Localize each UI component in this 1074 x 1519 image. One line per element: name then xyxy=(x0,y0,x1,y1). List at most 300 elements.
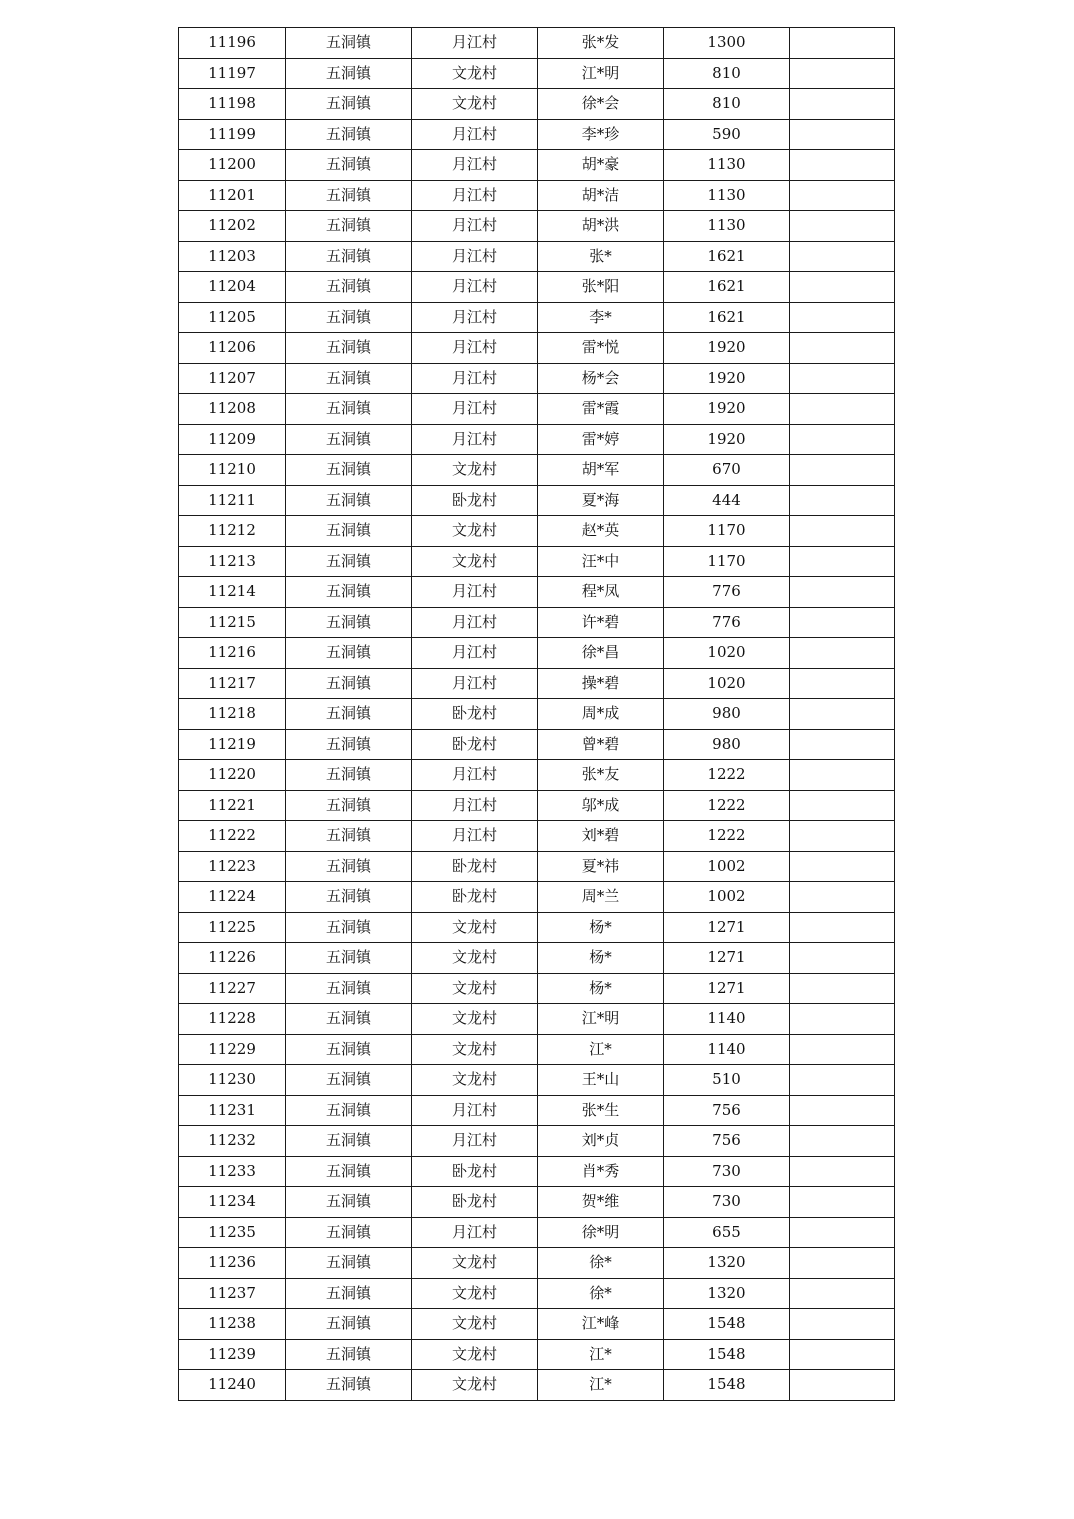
table-row xyxy=(179,89,895,120)
remark-cell xyxy=(790,638,895,669)
remark-cell xyxy=(790,546,895,577)
village-cell: 月江村 xyxy=(412,333,538,364)
remark-cell xyxy=(790,699,895,730)
serial-number-cell: 11221 xyxy=(179,790,286,821)
town-cell: 五洞镇 xyxy=(286,333,412,364)
table-row xyxy=(179,1156,895,1187)
town-cell: 五洞镇 xyxy=(286,1034,412,1065)
amount-cell: 1920 xyxy=(664,424,790,455)
town-cell: 五洞镇 xyxy=(286,485,412,516)
table-row xyxy=(179,363,895,394)
amount-cell: 756 xyxy=(664,1095,790,1126)
name-cell: 胡*洁 xyxy=(538,180,664,211)
village-cell: 月江村 xyxy=(412,180,538,211)
table-row xyxy=(179,1004,895,1035)
table-row xyxy=(179,302,895,333)
town-cell: 五洞镇 xyxy=(286,607,412,638)
serial-number-cell: 11215 xyxy=(179,607,286,638)
remark-cell xyxy=(790,973,895,1004)
serial-number-cell: 11230 xyxy=(179,1065,286,1096)
village-cell: 月江村 xyxy=(412,668,538,699)
village-cell: 月江村 xyxy=(412,241,538,272)
town-cell: 五洞镇 xyxy=(286,394,412,425)
table-row xyxy=(179,1248,895,1279)
serial-number-cell: 11225 xyxy=(179,912,286,943)
town-cell: 五洞镇 xyxy=(286,1248,412,1279)
table-row xyxy=(179,1034,895,1065)
serial-number-cell: 11228 xyxy=(179,1004,286,1035)
town-cell: 五洞镇 xyxy=(286,1004,412,1035)
table-row xyxy=(179,760,895,791)
table-row xyxy=(179,455,895,486)
amount-cell: 590 xyxy=(664,119,790,150)
serial-number-cell: 11229 xyxy=(179,1034,286,1065)
amount-cell: 776 xyxy=(664,607,790,638)
amount-cell: 980 xyxy=(664,699,790,730)
name-cell: 邬*成 xyxy=(538,790,664,821)
remark-cell xyxy=(790,455,895,486)
remark-cell xyxy=(790,1034,895,1065)
name-cell: 杨* xyxy=(538,973,664,1004)
amount-cell: 730 xyxy=(664,1156,790,1187)
village-cell: 文龙村 xyxy=(412,1278,538,1309)
remark-cell xyxy=(790,363,895,394)
town-cell: 五洞镇 xyxy=(286,1370,412,1401)
amount-cell: 1271 xyxy=(664,973,790,1004)
remark-cell xyxy=(790,485,895,516)
town-cell: 五洞镇 xyxy=(286,455,412,486)
table-row xyxy=(179,607,895,638)
name-cell: 徐* xyxy=(538,1278,664,1309)
town-cell: 五洞镇 xyxy=(286,424,412,455)
remark-cell xyxy=(790,89,895,120)
serial-number-cell: 11208 xyxy=(179,394,286,425)
village-cell: 月江村 xyxy=(412,1126,538,1157)
serial-number-cell: 11197 xyxy=(179,58,286,89)
remark-cell xyxy=(790,1126,895,1157)
town-cell: 五洞镇 xyxy=(286,272,412,303)
serial-number-cell: 11220 xyxy=(179,760,286,791)
serial-number-cell: 11206 xyxy=(179,333,286,364)
name-cell: 徐*昌 xyxy=(538,638,664,669)
amount-cell: 1920 xyxy=(664,394,790,425)
serial-number-cell: 11211 xyxy=(179,485,286,516)
village-cell: 月江村 xyxy=(412,760,538,791)
village-cell: 月江村 xyxy=(412,363,538,394)
remark-cell xyxy=(790,424,895,455)
name-cell: 夏*海 xyxy=(538,485,664,516)
remark-cell xyxy=(790,882,895,913)
table-row xyxy=(179,729,895,760)
village-cell: 月江村 xyxy=(412,607,538,638)
serial-number-cell: 11227 xyxy=(179,973,286,1004)
amount-cell: 1222 xyxy=(664,790,790,821)
town-cell: 五洞镇 xyxy=(286,821,412,852)
table-row xyxy=(179,577,895,608)
town-cell: 五洞镇 xyxy=(286,1126,412,1157)
town-cell: 五洞镇 xyxy=(286,668,412,699)
village-cell: 卧龙村 xyxy=(412,882,538,913)
serial-number-cell: 11223 xyxy=(179,851,286,882)
amount-cell: 730 xyxy=(664,1187,790,1218)
table-row xyxy=(179,851,895,882)
village-cell: 文龙村 xyxy=(412,455,538,486)
village-cell: 文龙村 xyxy=(412,912,538,943)
table-row xyxy=(179,973,895,1004)
village-cell: 卧龙村 xyxy=(412,851,538,882)
name-cell: 操*碧 xyxy=(538,668,664,699)
town-cell: 五洞镇 xyxy=(286,729,412,760)
village-cell: 文龙村 xyxy=(412,546,538,577)
name-cell: 肖*秀 xyxy=(538,1156,664,1187)
village-cell: 卧龙村 xyxy=(412,1156,538,1187)
name-cell: 江*峰 xyxy=(538,1309,664,1340)
name-cell: 周*兰 xyxy=(538,882,664,913)
remark-cell xyxy=(790,668,895,699)
village-cell: 文龙村 xyxy=(412,973,538,1004)
amount-cell: 776 xyxy=(664,577,790,608)
town-cell: 五洞镇 xyxy=(286,943,412,974)
remark-cell xyxy=(790,1339,895,1370)
amount-cell: 1002 xyxy=(664,882,790,913)
table-row xyxy=(179,1278,895,1309)
village-cell: 文龙村 xyxy=(412,943,538,974)
name-cell: 贺*维 xyxy=(538,1187,664,1218)
town-cell: 五洞镇 xyxy=(286,180,412,211)
serial-number-cell: 11226 xyxy=(179,943,286,974)
amount-cell: 1920 xyxy=(664,333,790,364)
amount-cell: 655 xyxy=(664,1217,790,1248)
town-cell: 五洞镇 xyxy=(286,1278,412,1309)
data-table xyxy=(178,27,895,1401)
town-cell: 五洞镇 xyxy=(286,89,412,120)
remark-cell xyxy=(790,333,895,364)
remark-cell xyxy=(790,516,895,547)
remark-cell xyxy=(790,851,895,882)
remark-cell xyxy=(790,912,895,943)
amount-cell: 1130 xyxy=(664,150,790,181)
name-cell: 雷*悦 xyxy=(538,333,664,364)
table-row xyxy=(179,211,895,242)
table-row xyxy=(179,1370,895,1401)
village-cell: 月江村 xyxy=(412,790,538,821)
table-row xyxy=(179,668,895,699)
table-row xyxy=(179,333,895,364)
amount-cell: 1222 xyxy=(664,760,790,791)
town-cell: 五洞镇 xyxy=(286,1065,412,1096)
serial-number-cell: 11224 xyxy=(179,882,286,913)
village-cell: 月江村 xyxy=(412,577,538,608)
remark-cell xyxy=(790,394,895,425)
village-cell: 文龙村 xyxy=(412,1248,538,1279)
village-cell: 文龙村 xyxy=(412,58,538,89)
remark-cell xyxy=(790,1309,895,1340)
serial-number-cell: 11240 xyxy=(179,1370,286,1401)
amount-cell: 1222 xyxy=(664,821,790,852)
village-cell: 月江村 xyxy=(412,1217,538,1248)
village-cell: 月江村 xyxy=(412,821,538,852)
table-row xyxy=(179,912,895,943)
serial-number-cell: 11196 xyxy=(179,28,286,59)
name-cell: 江*明 xyxy=(538,58,664,89)
remark-cell xyxy=(790,1065,895,1096)
name-cell: 李*珍 xyxy=(538,119,664,150)
serial-number-cell: 11233 xyxy=(179,1156,286,1187)
amount-cell: 1002 xyxy=(664,851,790,882)
table-row xyxy=(179,882,895,913)
serial-number-cell: 11231 xyxy=(179,1095,286,1126)
name-cell: 徐* xyxy=(538,1248,664,1279)
serial-number-cell: 11219 xyxy=(179,729,286,760)
name-cell: 李* xyxy=(538,302,664,333)
village-cell: 月江村 xyxy=(412,211,538,242)
town-cell: 五洞镇 xyxy=(286,1339,412,1370)
remark-cell xyxy=(790,1187,895,1218)
serial-number-cell: 11235 xyxy=(179,1217,286,1248)
name-cell: 雷*霞 xyxy=(538,394,664,425)
name-cell: 徐*会 xyxy=(538,89,664,120)
remark-cell xyxy=(790,28,895,59)
village-cell: 月江村 xyxy=(412,302,538,333)
table-row xyxy=(179,699,895,730)
town-cell: 五洞镇 xyxy=(286,1156,412,1187)
table-row xyxy=(179,394,895,425)
remark-cell xyxy=(790,1156,895,1187)
amount-cell: 810 xyxy=(664,89,790,120)
town-cell: 五洞镇 xyxy=(286,973,412,1004)
serial-number-cell: 11198 xyxy=(179,89,286,120)
table-row xyxy=(179,1095,895,1126)
amount-cell: 1320 xyxy=(664,1278,790,1309)
remark-cell xyxy=(790,58,895,89)
serial-number-cell: 11209 xyxy=(179,424,286,455)
town-cell: 五洞镇 xyxy=(286,1309,412,1340)
remark-cell xyxy=(790,1370,895,1401)
serial-number-cell: 11210 xyxy=(179,455,286,486)
serial-number-cell: 11236 xyxy=(179,1248,286,1279)
town-cell: 五洞镇 xyxy=(286,1217,412,1248)
amount-cell: 1271 xyxy=(664,912,790,943)
remark-cell xyxy=(790,943,895,974)
town-cell: 五洞镇 xyxy=(286,1187,412,1218)
table-row xyxy=(179,272,895,303)
village-cell: 卧龙村 xyxy=(412,699,538,730)
name-cell: 雷*婷 xyxy=(538,424,664,455)
town-cell: 五洞镇 xyxy=(286,1095,412,1126)
amount-cell: 1300 xyxy=(664,28,790,59)
amount-cell: 1020 xyxy=(664,638,790,669)
name-cell: 周*成 xyxy=(538,699,664,730)
town-cell: 五洞镇 xyxy=(286,363,412,394)
remark-cell xyxy=(790,1095,895,1126)
name-cell: 曾*碧 xyxy=(538,729,664,760)
name-cell: 张* xyxy=(538,241,664,272)
town-cell: 五洞镇 xyxy=(286,699,412,730)
serial-number-cell: 11213 xyxy=(179,546,286,577)
amount-cell: 670 xyxy=(664,455,790,486)
name-cell: 杨* xyxy=(538,912,664,943)
amount-cell: 1621 xyxy=(664,241,790,272)
town-cell: 五洞镇 xyxy=(286,577,412,608)
table-row xyxy=(179,546,895,577)
town-cell: 五洞镇 xyxy=(286,790,412,821)
table-row xyxy=(179,1126,895,1157)
remark-cell xyxy=(790,1217,895,1248)
amount-cell: 1130 xyxy=(664,211,790,242)
table-row xyxy=(179,1187,895,1218)
village-cell: 月江村 xyxy=(412,394,538,425)
table-row xyxy=(179,58,895,89)
name-cell: 徐*明 xyxy=(538,1217,664,1248)
remark-cell xyxy=(790,760,895,791)
remark-cell xyxy=(790,790,895,821)
table-row xyxy=(179,241,895,272)
amount-cell: 1130 xyxy=(664,180,790,211)
table-row xyxy=(179,516,895,547)
serial-number-cell: 11199 xyxy=(179,119,286,150)
town-cell: 五洞镇 xyxy=(286,211,412,242)
serial-number-cell: 11238 xyxy=(179,1309,286,1340)
amount-cell: 1548 xyxy=(664,1339,790,1370)
amount-cell: 1548 xyxy=(664,1309,790,1340)
serial-number-cell: 11212 xyxy=(179,516,286,547)
remark-cell xyxy=(790,150,895,181)
table-row xyxy=(179,821,895,852)
amount-cell: 444 xyxy=(664,485,790,516)
table-row xyxy=(179,790,895,821)
amount-cell: 980 xyxy=(664,729,790,760)
village-cell: 月江村 xyxy=(412,424,538,455)
town-cell: 五洞镇 xyxy=(286,912,412,943)
remark-cell xyxy=(790,302,895,333)
remark-cell xyxy=(790,1278,895,1309)
name-cell: 胡*洪 xyxy=(538,211,664,242)
name-cell: 胡*豪 xyxy=(538,150,664,181)
remark-cell xyxy=(790,1004,895,1035)
remark-cell xyxy=(790,119,895,150)
table-row xyxy=(179,638,895,669)
village-cell: 月江村 xyxy=(412,119,538,150)
amount-cell: 1621 xyxy=(664,302,790,333)
name-cell: 杨*会 xyxy=(538,363,664,394)
amount-cell: 510 xyxy=(664,1065,790,1096)
name-cell: 张*发 xyxy=(538,28,664,59)
name-cell: 江* xyxy=(538,1370,664,1401)
table-body xyxy=(179,28,895,1401)
village-cell: 文龙村 xyxy=(412,1004,538,1035)
name-cell: 江*明 xyxy=(538,1004,664,1035)
name-cell: 许*碧 xyxy=(538,607,664,638)
amount-cell: 1271 xyxy=(664,943,790,974)
table-row xyxy=(179,119,895,150)
amount-cell: 1170 xyxy=(664,516,790,547)
village-cell: 文龙村 xyxy=(412,1065,538,1096)
serial-number-cell: 11216 xyxy=(179,638,286,669)
village-cell: 月江村 xyxy=(412,638,538,669)
amount-cell: 1320 xyxy=(664,1248,790,1279)
serial-number-cell: 11200 xyxy=(179,150,286,181)
town-cell: 五洞镇 xyxy=(286,882,412,913)
remark-cell xyxy=(790,211,895,242)
name-cell: 张*阳 xyxy=(538,272,664,303)
remark-cell xyxy=(790,607,895,638)
serial-number-cell: 11207 xyxy=(179,363,286,394)
village-cell: 文龙村 xyxy=(412,1339,538,1370)
town-cell: 五洞镇 xyxy=(286,28,412,59)
town-cell: 五洞镇 xyxy=(286,638,412,669)
serial-number-cell: 11202 xyxy=(179,211,286,242)
serial-number-cell: 11232 xyxy=(179,1126,286,1157)
table-row xyxy=(179,1309,895,1340)
table-row xyxy=(179,1339,895,1370)
town-cell: 五洞镇 xyxy=(286,760,412,791)
village-cell: 文龙村 xyxy=(412,89,538,120)
serial-number-cell: 11205 xyxy=(179,302,286,333)
table-row xyxy=(179,28,895,59)
amount-cell: 1920 xyxy=(664,363,790,394)
village-cell: 月江村 xyxy=(412,28,538,59)
table-row xyxy=(179,424,895,455)
name-cell: 江* xyxy=(538,1339,664,1370)
amount-cell: 756 xyxy=(664,1126,790,1157)
name-cell: 江* xyxy=(538,1034,664,1065)
village-cell: 卧龙村 xyxy=(412,1187,538,1218)
table-row xyxy=(179,485,895,516)
village-cell: 文龙村 xyxy=(412,1370,538,1401)
name-cell: 夏*祎 xyxy=(538,851,664,882)
name-cell: 胡*军 xyxy=(538,455,664,486)
table-row xyxy=(179,1217,895,1248)
village-cell: 文龙村 xyxy=(412,516,538,547)
serial-number-cell: 11203 xyxy=(179,241,286,272)
table-row xyxy=(179,943,895,974)
name-cell: 王*山 xyxy=(538,1065,664,1096)
town-cell: 五洞镇 xyxy=(286,241,412,272)
serial-number-cell: 11204 xyxy=(179,272,286,303)
town-cell: 五洞镇 xyxy=(286,516,412,547)
village-cell: 月江村 xyxy=(412,272,538,303)
serial-number-cell: 11214 xyxy=(179,577,286,608)
table-row xyxy=(179,150,895,181)
name-cell: 杨* xyxy=(538,943,664,974)
village-cell: 文龙村 xyxy=(412,1034,538,1065)
name-cell: 汪*中 xyxy=(538,546,664,577)
remark-cell xyxy=(790,729,895,760)
table-row xyxy=(179,1065,895,1096)
serial-number-cell: 11237 xyxy=(179,1278,286,1309)
remark-cell xyxy=(790,272,895,303)
village-cell: 文龙村 xyxy=(412,1309,538,1340)
table-row xyxy=(179,180,895,211)
remark-cell xyxy=(790,821,895,852)
name-cell: 张*生 xyxy=(538,1095,664,1126)
village-cell: 卧龙村 xyxy=(412,485,538,516)
amount-cell: 1170 xyxy=(664,546,790,577)
serial-number-cell: 11201 xyxy=(179,180,286,211)
amount-cell: 810 xyxy=(664,58,790,89)
serial-number-cell: 11217 xyxy=(179,668,286,699)
name-cell: 刘*碧 xyxy=(538,821,664,852)
town-cell: 五洞镇 xyxy=(286,851,412,882)
serial-number-cell: 11218 xyxy=(179,699,286,730)
name-cell: 刘*贞 xyxy=(538,1126,664,1157)
name-cell: 程*凤 xyxy=(538,577,664,608)
town-cell: 五洞镇 xyxy=(286,302,412,333)
serial-number-cell: 11239 xyxy=(179,1339,286,1370)
town-cell: 五洞镇 xyxy=(286,119,412,150)
village-cell: 月江村 xyxy=(412,1095,538,1126)
remark-cell xyxy=(790,180,895,211)
